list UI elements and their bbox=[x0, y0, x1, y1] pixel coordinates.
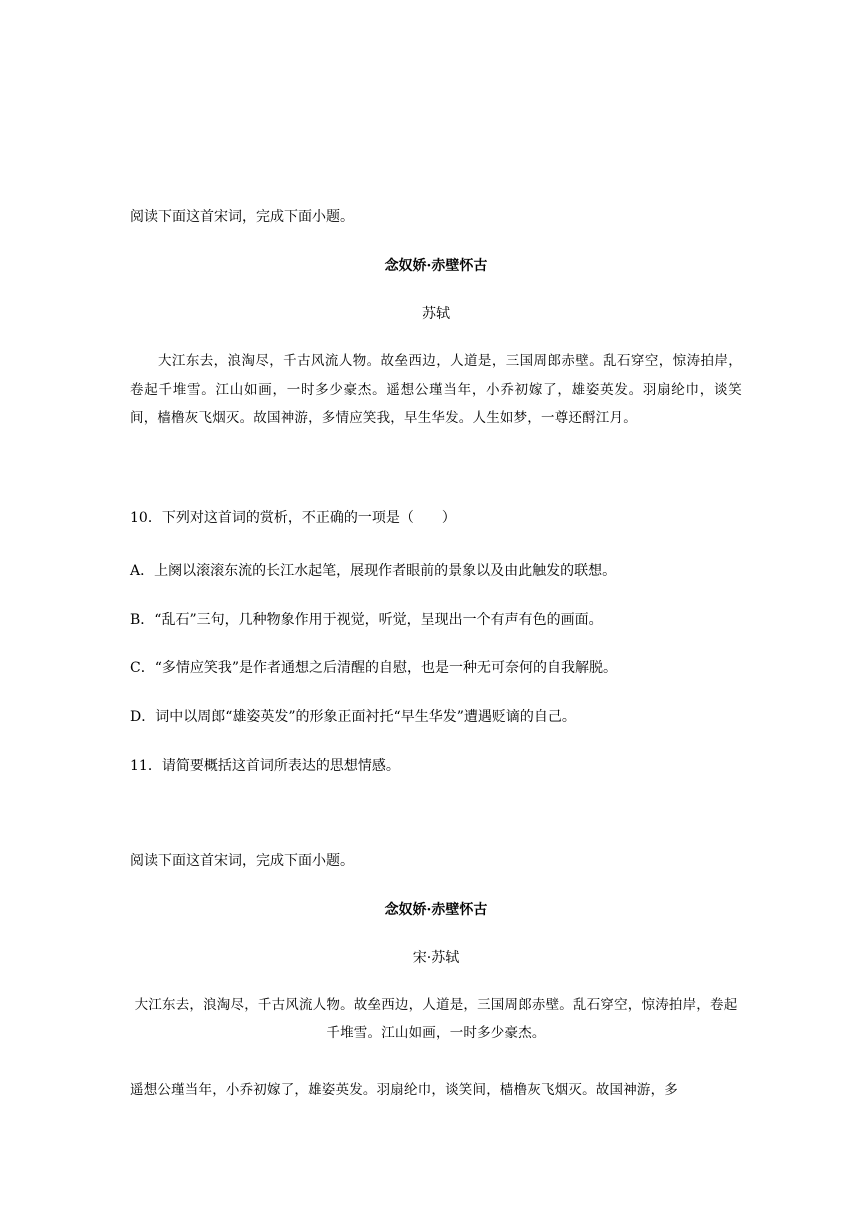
option-c: C．“多情应笑我”是作者通想之后清醒的自慰，也是一种无可奈何的自我解脱。 bbox=[130, 660, 618, 676]
option-a: A．上阕以滚滚东流的长江水起笔，展现作者眼前的景象以及由此触发的联想。 bbox=[130, 563, 617, 579]
question-10: 10．下列对这首词的赏析，不正确的一项是（ ） bbox=[130, 510, 456, 526]
section1-poem-author: 苏轼 bbox=[422, 306, 450, 322]
section2-intro: 阅读下面这首宋词，完成下面小题。 bbox=[130, 853, 354, 869]
option-d: D．词中以周郎“雄姿英发”的形象正面衬托“早生华发”遭遇贬谪的自己。 bbox=[130, 709, 576, 725]
section2-poem-stanza1: 大江东去，浪淘尽，千古风流人物。故垒西边，人道是，三国周郎赤壁。乱石穿空，惊涛拍岸，卷起千堆雪。江山如画，一时多少豪杰。 bbox=[134, 997, 738, 1041]
option-b: B．“乱石”三句，几种物象作用于视觉，听觉，呈现出一个有声有色的画面。 bbox=[130, 612, 603, 628]
section2-poem-stanza2: 遥想公瑾当年，小乔初嫁了，雄姿英发。羽扇纶巾，谈笑间，樯橹灰飞烟灭。故国神游，多 bbox=[130, 1082, 678, 1098]
section1-poem-title: 念奴娇·赤壁怀古 bbox=[384, 258, 488, 274]
section1-intro: 阅读下面这首宋词，完成下面小题。 bbox=[130, 209, 354, 225]
section2-poem-author: 宋·苏轼 bbox=[412, 950, 460, 966]
section1-poem-text: 大江东去，浪淘尽，千古风流人物。故垒西边，人道是，三国周郎赤壁。乱石穿空，惊涛拍岸，卷起千堆雪。江山如画，一时多少豪杰。遥想公瑾当年，小乔初嫁了，雄姿英发。羽扇纶巾，谈笑间，樯橹灰飞烟灭。故国神游，多情应笑我，早生华发。人生如梦，一尊还酹江月。 bbox=[130, 353, 742, 426]
section2-poem-title: 念奴娇·赤壁怀古 bbox=[384, 902, 488, 918]
question-11: 11．请简要概括这首词所表达的思想情感。 bbox=[130, 758, 400, 774]
